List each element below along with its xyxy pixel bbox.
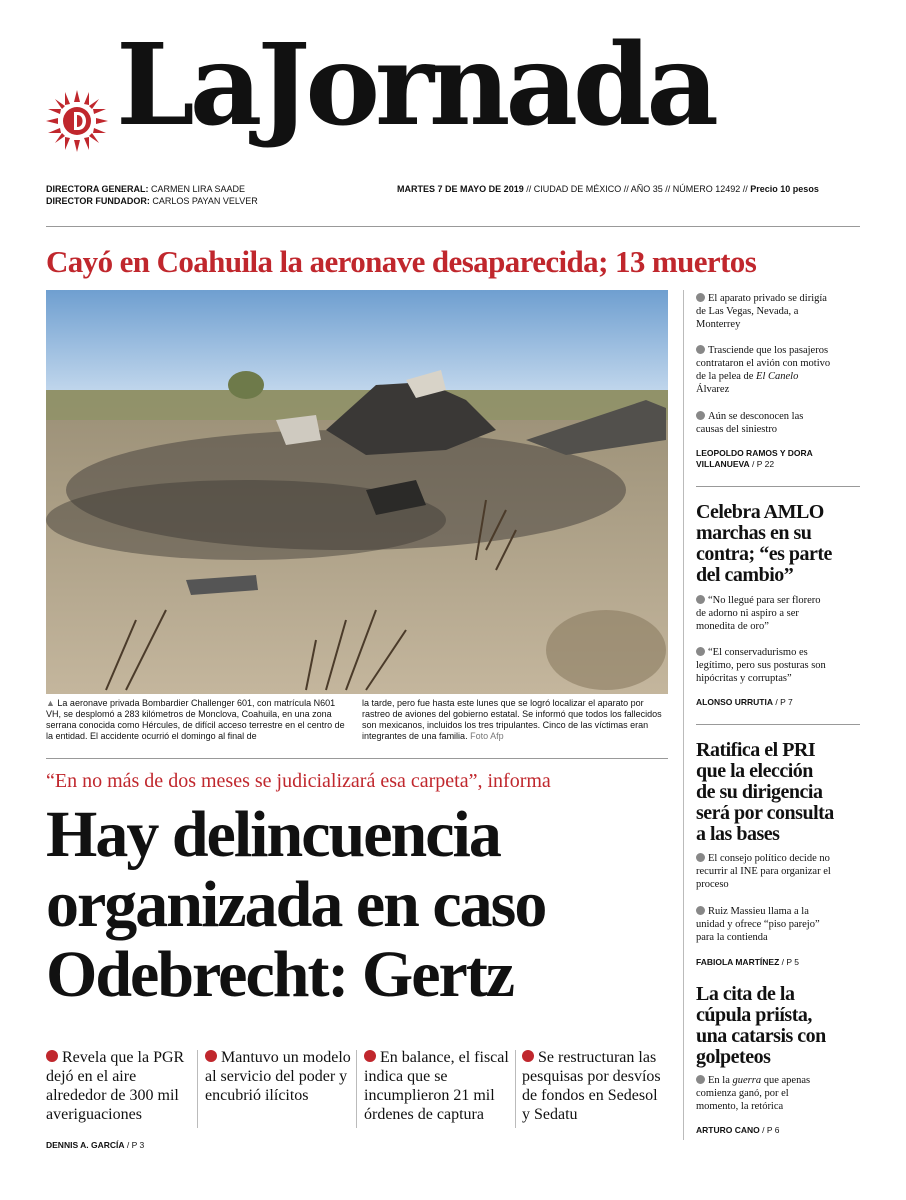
- main-column-2-text: Mantuvo un modelo al servicio del poder y encubrió ilícitos: [205, 1049, 351, 1104]
- red-bullet-icon: [205, 1050, 217, 1062]
- main-kicker: “En no más de dos meses se judicializará esa carpeta”, informa: [46, 770, 551, 792]
- cupula-bullet: [696, 1074, 833, 1113]
- cupula-bullet-post: que apenas comienza ganó, por el momento, la retórica: [696, 1075, 811, 1112]
- lead-bullet-2-italic: El Canelo: [756, 371, 799, 382]
- lead-bullet-3-text: Aún se desconocen las causas del siniestro: [696, 411, 804, 435]
- edition-info: // CIUDAD DE MÉXICO // AÑO 35 // NÚMERO 12492 //: [523, 184, 751, 194]
- pri-byline-page: / P 5: [779, 957, 799, 967]
- director-general-label: DIRECTORA GENERAL:: [46, 184, 149, 194]
- photo-credit: Foto Afp: [470, 731, 504, 741]
- lead-byline-name: LEOPOLDO RAMOS Y DORA VILLANUEVA: [696, 448, 813, 469]
- main-story-rule: [46, 758, 668, 759]
- masthead-rule: [46, 226, 860, 227]
- bullet-dot-icon: [696, 293, 705, 302]
- lead-byline-page: / P 22: [749, 459, 775, 469]
- main-column-3-text: En balance, el fiscal indica que se incumplieron 21 mil órdenes de captura: [364, 1049, 509, 1123]
- red-bullet-icon: [46, 1050, 58, 1062]
- main-column-2: [205, 1048, 355, 1105]
- lead-bullet-3: [696, 410, 831, 436]
- caption-right-text: la tarde, pero fue hasta este lunes que se logró localizar el aparato por rastreo de aviones del gobierno estatal. Se informó que todos los fallecidos son mexicanos, incluidos los tres tripulantes. Cinco de las víctimas eran integrantes de una familia.: [362, 698, 662, 741]
- cupula-byline: [696, 1125, 836, 1136]
- pri-byline-name: FABIOLA MARTÍNEZ: [696, 957, 780, 967]
- main-column-3: [364, 1048, 514, 1124]
- lead-headline: Cayó en Coahuila la aeronave desaparecida; 13 muertos: [46, 244, 757, 279]
- cupula-byline-name: ARTURO CANO: [696, 1125, 760, 1135]
- amlo-bullet-2-text: “El conservadurismo es legítimo, pero sus posturas son hipócritas y corruptas”: [696, 647, 826, 684]
- bullet-dot-icon: [696, 647, 705, 656]
- pri-headline: Ratifica el PRI que la elección de su dirigencia será por consulta a las bases: [696, 739, 834, 845]
- issue-date: MARTES 7 DE MAYO DE 2019: [397, 184, 524, 194]
- main-headline-line-3: Odebrecht: Gertz: [46, 938, 514, 1011]
- logo-sun-icon: [44, 88, 110, 154]
- bullet-dot-icon: [696, 853, 705, 862]
- red-bullet-icon: [522, 1050, 534, 1062]
- lead-bullet-1: [696, 292, 831, 331]
- bullet-dot-icon: [696, 411, 705, 420]
- lead-byline: [696, 448, 831, 470]
- pri-byline: [696, 957, 836, 968]
- cupula-bullet-italic: guerra: [732, 1075, 762, 1086]
- photo-caption-right: [362, 698, 668, 742]
- lead-bullet-2-text: Trasciende que los pasajeros contrataron el avión con motivo de la pelea de: [696, 345, 831, 382]
- cupula-headline: La cita de la cúpula priísta, una catarsis con golpeteos: [696, 983, 826, 1068]
- bullet-dot-icon: [696, 1075, 705, 1084]
- caption-arrow-icon: ▲: [46, 698, 58, 708]
- amlo-byline-page: / P 7: [772, 697, 793, 707]
- lead-bullet-2-tail: Álvarez: [696, 384, 730, 395]
- logo-wordmark: LaJornada: [116, 20, 714, 151]
- bullet-dot-icon: [696, 345, 705, 354]
- staff-credits: [46, 184, 258, 207]
- column-divider: [515, 1050, 516, 1128]
- main-column-1: [46, 1048, 196, 1124]
- amlo-bullet-1: [696, 594, 833, 633]
- column-divider: [356, 1050, 357, 1128]
- amlo-byline-name: ALONSO URRUTIA: [696, 697, 773, 707]
- bullet-dot-icon: [696, 595, 705, 604]
- pri-bullet-1-text: El consejo político decide no recurrir al INE para organizar el proceso: [696, 853, 831, 890]
- edition-line: [397, 184, 819, 196]
- pri-bullet-2-text: Ruiz Massieu llama a la unidad y ofrece “piso parejo” para la contienda: [696, 906, 820, 943]
- pri-bullet-2: [696, 905, 833, 944]
- main-column-4: [522, 1048, 668, 1124]
- director-general-name: CARMEN LIRA SAADE: [151, 184, 246, 194]
- column-divider: [197, 1050, 198, 1128]
- main-headline: [46, 800, 545, 1010]
- main-byline-page: / P 3: [124, 1140, 145, 1150]
- sidebar-rule-2: [696, 724, 860, 725]
- crash-photo: [46, 290, 668, 694]
- photo-caption-left: [46, 698, 346, 742]
- pri-bullet-1: [696, 852, 833, 891]
- main-byline: [46, 1140, 144, 1151]
- main-headline-line-1: Hay delincuencia: [46, 798, 500, 871]
- column-divider: [683, 290, 684, 1140]
- amlo-headline: Celebra AMLO marchas en su contra; “es parte del cambio”: [696, 501, 832, 586]
- amlo-bullet-1-text: “No llegué para ser florero de adorno ni aspiro a ser monedita de oro”: [696, 595, 821, 632]
- main-column-4-text: Se restructuran las pesquisas por desvíos de fondos en Sedesol y Sedatu: [522, 1049, 661, 1123]
- lead-bullet-1-text: El aparato privado se dirigía de Las Vegas, Nevada, a Monterrey: [696, 293, 827, 330]
- amlo-byline: [696, 697, 836, 708]
- amlo-bullet-2: [696, 646, 833, 685]
- sidebar-rule-1: [696, 486, 860, 487]
- bullet-dot-icon: [696, 906, 705, 915]
- cupula-byline-page: / P 6: [759, 1125, 780, 1135]
- price: Precio 10 pesos: [750, 184, 819, 194]
- lead-bullet-2: [696, 344, 831, 396]
- director-fundador-label: DIRECTOR FUNDADOR:: [46, 195, 150, 206]
- main-byline-name: DENNIS A. GARCÍA: [46, 1140, 125, 1150]
- red-bullet-icon: [364, 1050, 376, 1062]
- caption-left-text: La aeronave privada Bombardier Challenger 601, con matrícula N601 VH, se desplomó a 283 kilómetros de Monclova, Coahuila, en una zona serrana conocida como Hércules, de difícil acceso terrestre en el centro de la entidad. El accidente ocurrió el domingo al final de: [46, 698, 345, 741]
- director-fundador-name: CARLOS PAYAN VELVER: [152, 195, 258, 206]
- crash-site-image: [46, 290, 668, 694]
- cupula-bullet-pre: En la: [708, 1075, 733, 1086]
- main-headline-line-2: organizada en caso: [46, 868, 546, 941]
- main-column-1-text: Revela que la PGR dejó en el aire alrededor de 300 mil averiguaciones: [46, 1049, 185, 1123]
